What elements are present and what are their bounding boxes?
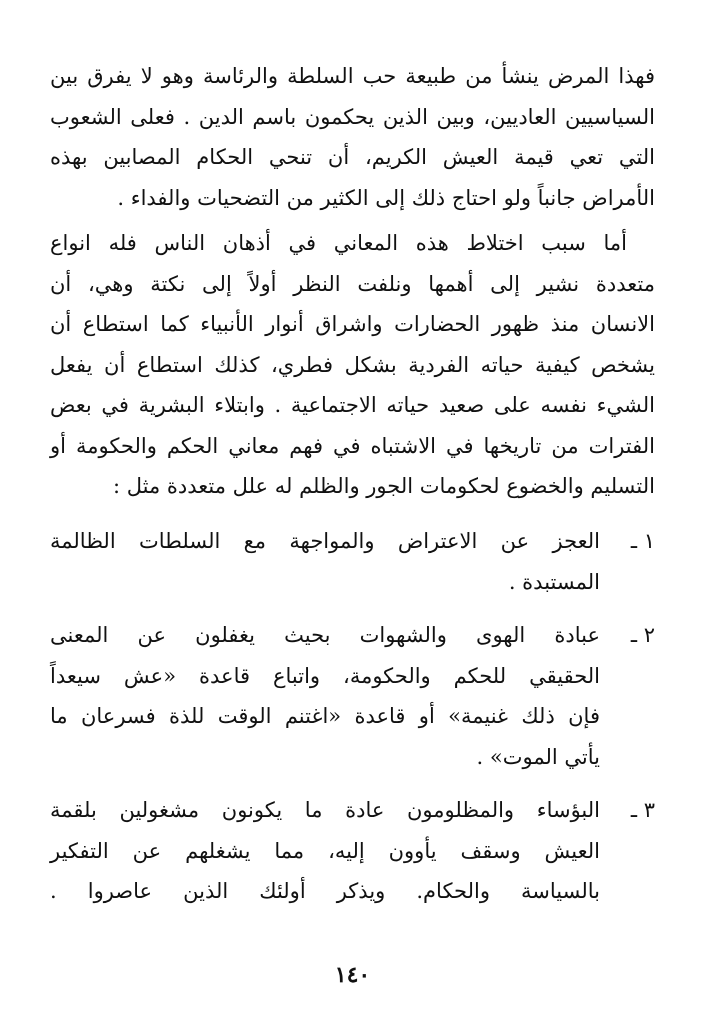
text-line: التسليم والخضوع لحكومات الجور والظلم له علل متعددة مثل : [113, 474, 655, 498]
text-line: الشيء نفسه على صعيد حياته الاجتماعية . وابتلاء البشرية في بعض [50, 393, 655, 417]
text-line: الانسان منذ ظهور الحضارات واشراق أنوار الأنبياء كما استطاع أن [50, 312, 655, 336]
text-line: أما سبب اختلاط هذه المعاني في أذهان الناس فله انواع [50, 231, 627, 255]
text-line: فإن ذلك غنيمة» أو قاعدة «اغتنم الوقت للذة فسرعان ما [50, 704, 600, 728]
text-line: العيش وسقف يأوون إليه، مما يشغلهم عن التفكير [50, 838, 600, 863]
text-line: العجز عن الاعتراض والمواجهة مع السلطات الظالمة [50, 529, 600, 553]
text-line: الفترات من تاريخها في الاشتباه في فهم معاني الحكم والحكومة أو [50, 433, 655, 458]
list-item-number: ٢ ـ [630, 623, 655, 647]
text-line: فهذا المرض ينشأ من طبيعة حب السلطة والرئاسة وهو لا يفرق بين [50, 64, 655, 88]
list-item-body [50, 790, 600, 912]
text-line: متعددة نشير إلى أهمها ونلفت النظر أولاً إلى نكتة وهي، أن [50, 271, 655, 296]
text-line: التي تعي قيمة العيش الكريم، أن تنحي الحكام المصابين بهذه [50, 145, 655, 169]
list-item-number: ٣ ـ [630, 798, 655, 822]
paragraph-1 [50, 56, 655, 218]
text-line: الأمراض جانباً ولو احتاج ذلك إلى الكثير من التضحيات والفداء . [117, 185, 655, 210]
text-line: بالسياسة والحكام. ويذكر أولئك الذين عاصروا . [50, 879, 600, 903]
paragraph-2 [50, 223, 655, 507]
list-item [50, 790, 655, 912]
text-line: البؤساء والمظلومون عادة ما يكونون مشغولين بلقمة [50, 798, 600, 822]
text-line: عبادة الهوى والشهوات بحيث يغفلون عن المعنى [50, 623, 600, 647]
list-item [50, 615, 655, 777]
text-line: يشخص كيفية حياته الفردية بشكل فطري، كذلك استطاع أن يفعل [50, 352, 655, 377]
list-item-body [50, 521, 600, 602]
text-line: السياسيين العاديين، وبين الذين يحكمون باسم الدين . فعلى الشعوب [50, 104, 655, 129]
list-item-body [50, 615, 600, 777]
text-line: الحقيقي للحكم والحكومة، واتباع قاعدة «عش سيعداً [50, 663, 600, 688]
text-line: المستبدة . [508, 569, 600, 594]
list-item-number: ١ ـ [630, 529, 655, 553]
page-number: ١٤٠ [334, 962, 371, 988]
text-line: يأتي الموت» . [476, 744, 600, 769]
list-item [50, 521, 655, 602]
